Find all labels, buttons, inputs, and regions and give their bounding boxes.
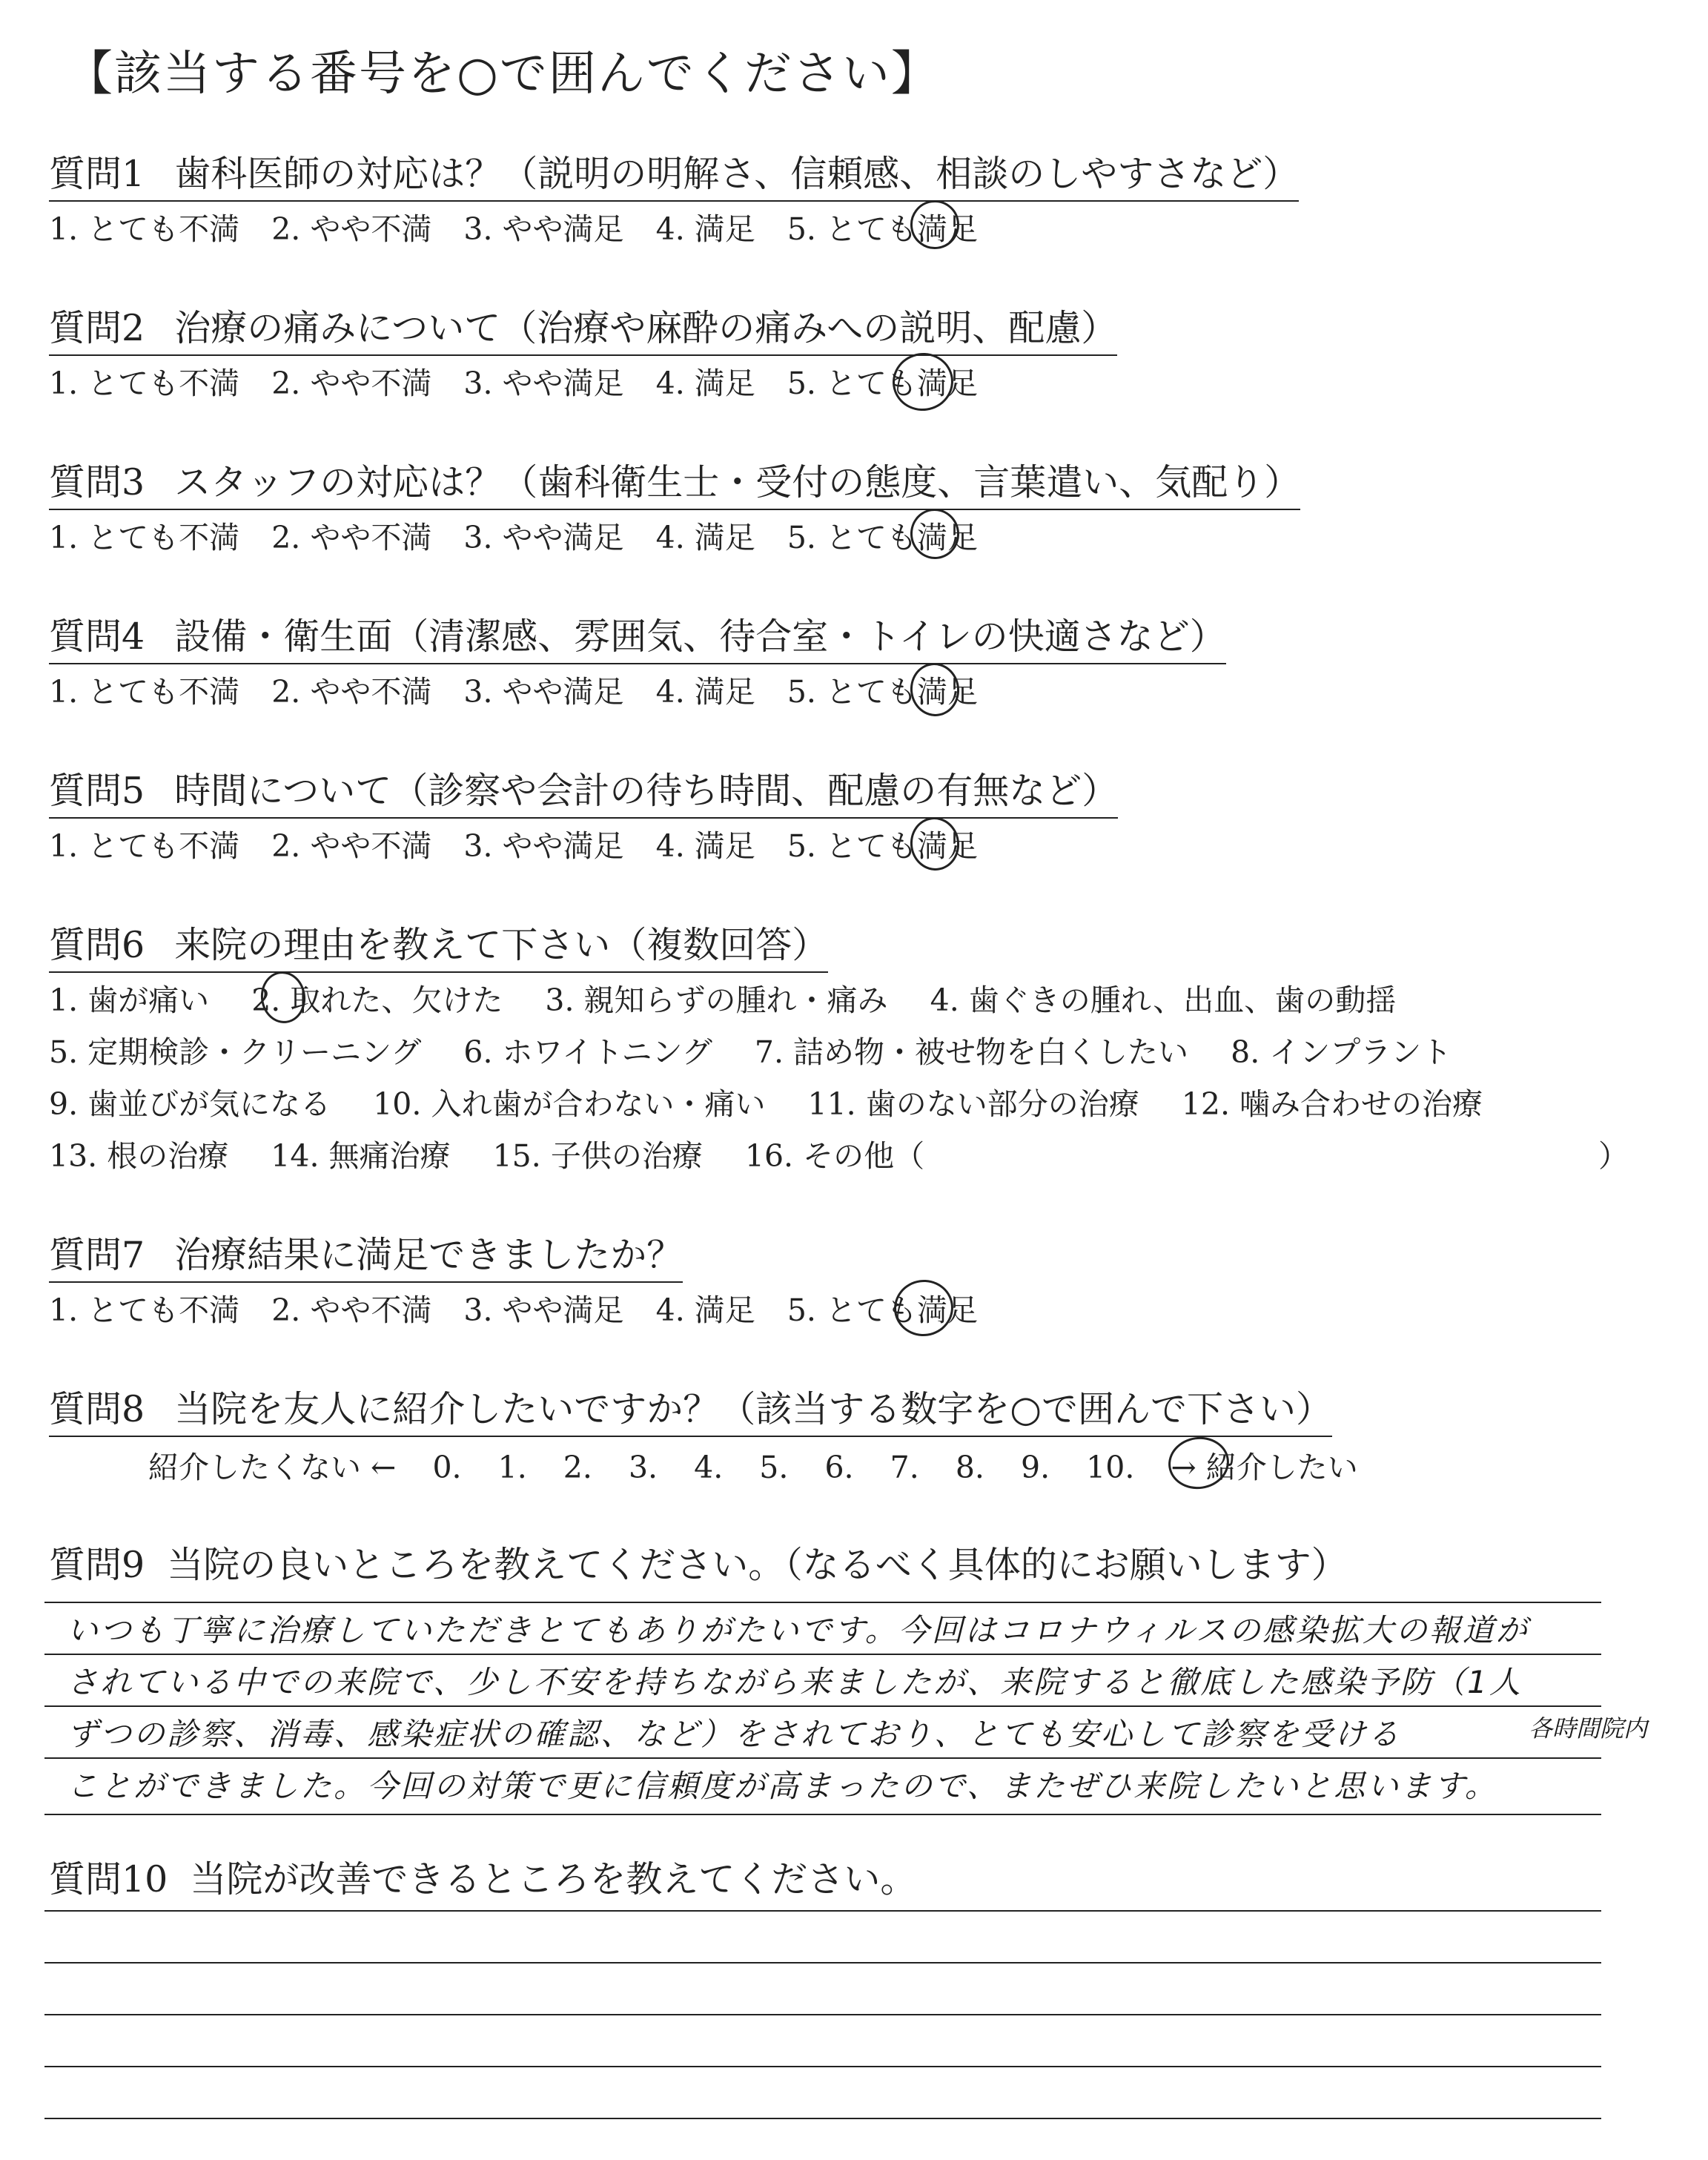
reason-option[interactable]: 4. 歯ぐきの腫れ、出血、歯の動揺 bbox=[930, 982, 1397, 1018]
question-6-options-row-4 bbox=[49, 1132, 957, 1175]
question-6-options-row-3 bbox=[49, 1080, 1515, 1123]
option-3[interactable]: 3. やや満足 bbox=[463, 366, 624, 401]
question-1-title bbox=[49, 145, 1299, 202]
question-5-number: 質問5 bbox=[49, 770, 145, 812]
option-2[interactable]: 2. やや不満 bbox=[271, 674, 432, 710]
reason-option[interactable]: 9. 歯並びが気になる bbox=[49, 1086, 331, 1122]
option-2[interactable]: 2. やや不満 bbox=[271, 1292, 432, 1328]
question-3-number: 質問3 bbox=[49, 461, 145, 503]
scale-value[interactable]: 10. bbox=[1086, 1450, 1135, 1485]
reason-option[interactable]: 10. 入れ歯が合わない・痛い bbox=[373, 1086, 766, 1122]
scale-left-label: 紹介したくない ← bbox=[148, 1450, 397, 1485]
option-1[interactable]: 1. とても不満 bbox=[49, 674, 240, 710]
option-3[interactable]: 3. やや満足 bbox=[463, 211, 624, 247]
scale-value[interactable]: 1. bbox=[497, 1450, 527, 1485]
handwritten-answer-line-4: ことができました。今回の対策で更に信頼度が高まったので、またぜひ来院したいと思います。 bbox=[67, 1768, 1498, 1804]
question-8-title bbox=[49, 1381, 1332, 1437]
question-4-number: 質問4 bbox=[49, 615, 145, 658]
question-5-text: 時間について（診察や会計の待ち時間、配慮の有無など） bbox=[174, 770, 1119, 812]
reason-option[interactable]: 6. ホワイトニング bbox=[463, 1034, 712, 1070]
question-9-number: 質問9 bbox=[49, 1544, 145, 1586]
option-1[interactable]: 1. とても不満 bbox=[49, 1292, 240, 1328]
question-6-title bbox=[49, 916, 828, 973]
question-5-options bbox=[49, 822, 978, 865]
answer-line bbox=[44, 1654, 1601, 1655]
question-6-number: 質問6 bbox=[49, 924, 145, 966]
scale-value[interactable]: 4. bbox=[694, 1450, 724, 1485]
scale-value[interactable]: 0. bbox=[432, 1450, 462, 1485]
option-5[interactable]: 5. とても満足 bbox=[787, 211, 978, 247]
question-3-text: スタッフの対応は？（歯科衛生士・受付の態度、言葉遣い、気配り） bbox=[174, 461, 1301, 503]
option-5[interactable]: 5. とても満足 bbox=[787, 674, 978, 710]
question-1-text: 歯科医師の対応は？（説明の明解さ、信頼感、相談のしやすさなど） bbox=[174, 153, 1300, 195]
option-4[interactable]: 4. 満足 bbox=[655, 366, 755, 401]
scale-value[interactable]: 8. bbox=[955, 1450, 984, 1485]
reason-option[interactable]: 11. 歯のない部分の治療 bbox=[807, 1086, 1139, 1122]
blank-answer-line[interactable] bbox=[44, 2118, 1601, 2119]
question-7-title bbox=[49, 1226, 683, 1283]
question-1-options bbox=[49, 205, 978, 248]
option-4[interactable]: 4. 満足 bbox=[655, 211, 755, 247]
question-2-title bbox=[49, 300, 1117, 356]
blank-answer-line[interactable] bbox=[44, 2014, 1601, 2015]
reason-option[interactable]: 8. インプラント bbox=[1231, 1034, 1452, 1070]
handwritten-answer-line-3: ずつの診察、消毒、感染症状の確認、など）をされており、とても安心して診察を受ける bbox=[67, 1716, 1402, 1752]
scale-value[interactable]: 6. bbox=[824, 1450, 854, 1485]
question-6-options-row-2 bbox=[49, 1028, 1484, 1071]
question-2-text: 治療の痛みについて（治療や麻酔の痛みへの説明、配慮） bbox=[174, 307, 1118, 349]
option-3[interactable]: 3. やや満足 bbox=[463, 1292, 624, 1328]
answer-line bbox=[44, 1602, 1601, 1603]
scale-value[interactable]: 9. bbox=[1020, 1450, 1050, 1485]
option-1[interactable]: 1. とても不満 bbox=[49, 520, 240, 555]
reason-option[interactable]: 16. その他（ bbox=[744, 1138, 925, 1174]
option-4[interactable]: 4. 満足 bbox=[655, 828, 755, 864]
reason-option[interactable]: 3. 親知らずの腫れ・痛み bbox=[545, 982, 888, 1018]
option-1[interactable]: 1. とても不満 bbox=[49, 828, 240, 864]
question-7-text: 治療結果に満足できましたか？ bbox=[174, 1234, 683, 1276]
question-1-number: 質問1 bbox=[49, 153, 145, 195]
question-2-number: 質問2 bbox=[49, 307, 145, 349]
question-8-number: 質問8 bbox=[49, 1388, 145, 1430]
option-2[interactable]: 2. やや不満 bbox=[271, 520, 432, 555]
question-8-text: 当院を友人に紹介したいですか？（該当する数字を○で囲んで下さい） bbox=[174, 1388, 1332, 1430]
option-4[interactable]: 4. 満足 bbox=[655, 520, 755, 555]
other-close-paren: ） bbox=[1598, 1138, 1629, 1174]
option-4[interactable]: 4. 満足 bbox=[655, 674, 755, 710]
option-2[interactable]: 2. やや不満 bbox=[271, 828, 432, 864]
question-2-options bbox=[49, 359, 978, 403]
question-10-title bbox=[49, 1851, 916, 1903]
page-title: 【該当する番号を○で囲んでください】 bbox=[65, 47, 940, 102]
question-4-text: 設備・衛生面（清潔感、雰囲気、待合室・トイレの快適さなど） bbox=[174, 615, 1226, 658]
blank-answer-line[interactable] bbox=[44, 1962, 1601, 1964]
scale-value[interactable]: 7. bbox=[890, 1450, 919, 1485]
answer-line bbox=[44, 1757, 1601, 1759]
option-5[interactable]: 5. とても満足 bbox=[787, 828, 978, 864]
scale-value[interactable]: 5. bbox=[759, 1450, 789, 1485]
reason-option[interactable]: 2. 取れた、欠けた bbox=[251, 982, 503, 1018]
question-3-options bbox=[49, 513, 978, 557]
option-5[interactable]: 5. とても満足 bbox=[787, 520, 978, 555]
handwritten-margin-note: 各時間院内 bbox=[1529, 1714, 1648, 1743]
question-7-options bbox=[49, 1286, 978, 1330]
reason-option[interactable]: 14. 無痛治療 bbox=[271, 1138, 451, 1174]
answer-line bbox=[44, 1705, 1601, 1707]
option-5[interactable]: 5. とても満足 bbox=[787, 366, 978, 401]
reason-option[interactable]: 15. 子供の治療 bbox=[492, 1138, 703, 1174]
blank-answer-line[interactable] bbox=[44, 1910, 1601, 1912]
reason-option[interactable]: 12. 噛み合わせの治療 bbox=[1181, 1086, 1483, 1122]
question-9-text: 当院の良いところを教えてください。（なるべく具体的にお願いします） bbox=[167, 1544, 1348, 1586]
handwritten-answer-line-1: いつも丁寧に治療していただきとてもありがたいです。今回はコロナウィルスの感染拡大の報道が bbox=[67, 1612, 1529, 1648]
question-10-text: 当院が改善できるところを教えてください。 bbox=[190, 1858, 917, 1900]
option-1[interactable]: 1. とても不満 bbox=[49, 211, 240, 247]
reason-option[interactable]: 7. 詰め物・被せ物を白くしたい bbox=[754, 1034, 1189, 1070]
reason-option[interactable]: 5. 定期検診・クリーニング bbox=[49, 1034, 422, 1070]
option-2[interactable]: 2. やや不満 bbox=[271, 211, 432, 247]
option-5[interactable]: 5. とても満足 bbox=[787, 1292, 978, 1328]
option-3[interactable]: 3. やや満足 bbox=[463, 520, 624, 555]
option-2[interactable]: 2. やや不満 bbox=[271, 366, 432, 401]
question-9-title bbox=[49, 1536, 1348, 1588]
option-3[interactable]: 3. やや満足 bbox=[463, 828, 624, 864]
question-5-title bbox=[49, 762, 1118, 819]
question-7-number: 質問7 bbox=[49, 1234, 145, 1276]
reason-option[interactable]: 1. 歯が痛い bbox=[49, 982, 210, 1018]
question-3-title bbox=[49, 454, 1300, 510]
option-4[interactable]: 4. 満足 bbox=[655, 1292, 755, 1328]
option-3[interactable]: 3. やや満足 bbox=[463, 674, 624, 710]
question-6-text: 来院の理由を教えて下さい（複数回答） bbox=[174, 924, 829, 966]
scale-right-label: → 紹介したい bbox=[1171, 1450, 1358, 1485]
scale-value[interactable]: 3. bbox=[628, 1450, 658, 1485]
question-10-number: 質問10 bbox=[49, 1858, 168, 1900]
answer-line bbox=[44, 1814, 1601, 1815]
handwritten-answer-line-2: されている中での来院で、少し不安を持ちながら来ましたが、来院すると徹底した感染予防（1人 bbox=[67, 1664, 1523, 1700]
question-6-options-row-1 bbox=[49, 976, 1429, 1020]
scale-value[interactable]: 2. bbox=[563, 1450, 592, 1485]
option-1[interactable]: 1. とても不満 bbox=[49, 366, 240, 401]
question-4-options bbox=[49, 667, 978, 711]
blank-answer-line[interactable] bbox=[44, 2066, 1601, 2067]
reason-option[interactable]: 13. 根の治療 bbox=[49, 1138, 229, 1174]
question-4-title bbox=[49, 608, 1226, 664]
